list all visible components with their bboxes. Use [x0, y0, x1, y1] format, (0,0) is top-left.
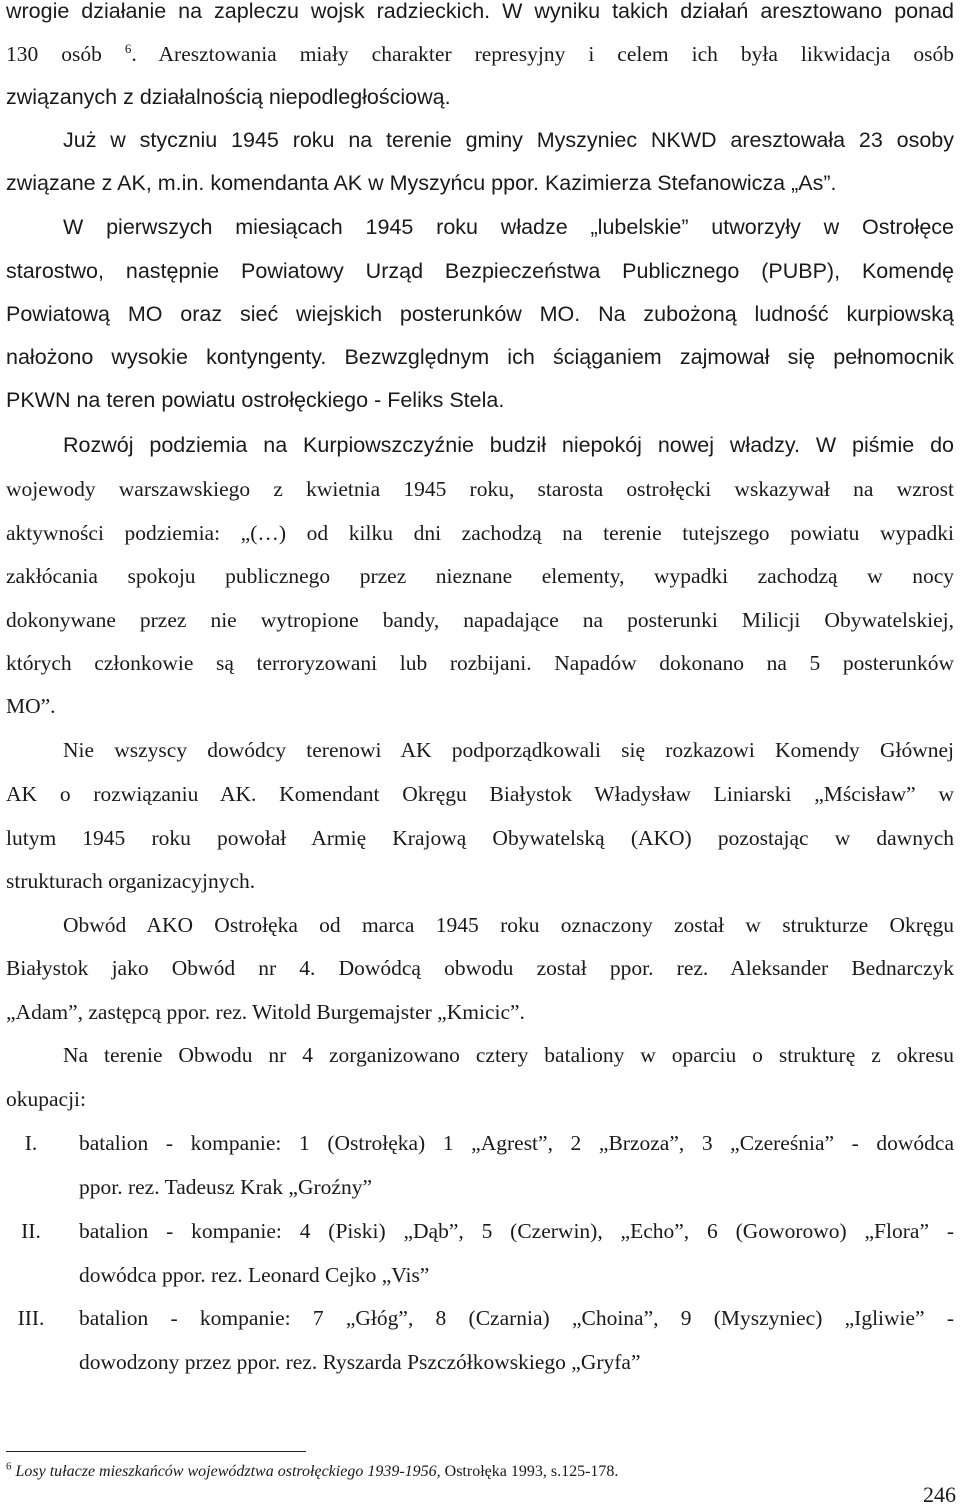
list-number: I.: [24, 1131, 38, 1155]
list-text-line: batalion - kompanie: 7 „Głóg”, 8 (Czarnia) „Choina”, 9 (Myszyniec) „Igliwie” -: [79, 1306, 954, 1330]
footnote-ref: 6: [124, 40, 132, 56]
page-number: 246: [923, 1482, 956, 1507]
text-line-2: [6, 39, 954, 69]
text-line-26: okupacji:: [6, 1087, 87, 1111]
list-text-line: dowodzony przez ppor. rez. Ryszarda Pszczółkowskiego „Gryfa”: [79, 1350, 641, 1374]
text-line-15: dokonywane przez nie wytropione bandy, napadające na posterunki Milicji Obywatelskiej,: [6, 608, 954, 632]
text-fragment: . Aresztowania miały charakter represyjny i celem ich była likwidacja osób: [131, 42, 954, 66]
footnote-title: Losy tułacze mieszkańców województwa ostrołęckiego 1939-1956: [15, 1463, 437, 1480]
footnote-mark: 6: [6, 1460, 12, 1473]
text-line-24: „Adam”, zastępcą ppor. rez. Witold Burgemajster „Kmicic”.: [6, 1000, 525, 1024]
text-line-13: aktywności podziemia: „(…) od kilku dni zachodzą na terenie tutejszego powiatu wypadki: [6, 521, 954, 545]
text-line-12: wojewody warszawskiego z kwietnia 1945 roku, starosta ostrołęcki wskazywał na wzrost: [6, 477, 954, 501]
text-line-1: wrogie działanie na zapleczu wojsk radzieckich. W wyniku takich działań aresztowano ponad: [6, 0, 954, 23]
text-line-16: których członkowie są terroryzowani lub rozbijani. Napadów dokonano na 5 posterunków: [6, 651, 954, 675]
text-line-7: starostwo, następnie Powiatowy Urząd Bezpieczeństwa Publicznego (PUBP), Komendę: [6, 259, 954, 283]
text-line-25: Na terenie Obwodu nr 4 zorganizowano cztery bataliony w oparciu o strukturę z okresu: [63, 1043, 954, 1067]
text-line-14: zakłócania spokoju publicznego przez nieznane elementy, wypadki zachodzą w nocy: [6, 564, 954, 588]
text-line-10: PKWN na teren powiatu ostrołęckiego - Feliks Stela.: [6, 388, 505, 412]
text-line-22: Obwód AKO Ostrołęka od marca 1945 roku oznaczony został w strukturze Okręgu: [63, 913, 954, 937]
text-line-4: Już w styczniu 1945 roku na terenie gminy Myszyniec NKWD aresztowała 23 osoby: [63, 128, 954, 152]
list-number: II.: [21, 1219, 41, 1243]
text-line-18: Nie wszyscy dowódcy terenowi AK podporządkowali się rozkazowi Komendy Głównej: [63, 738, 954, 762]
text-fragment: 130 osób: [6, 42, 125, 66]
list-text-line: dowódca ppor. rez. Leonard Cejko „Vis”: [79, 1263, 430, 1287]
text-line-6: W pierwszych miesiącach 1945 roku władze „lubelskie” utworzyły w Ostrołęce: [63, 215, 954, 239]
text-line-8: Powiatową MO oraz sieć wiejskich posterunków MO. Na zubożoną ludność kurpiowską: [6, 302, 954, 326]
text-line-17: MO”.: [6, 694, 56, 718]
list-number: III.: [17, 1306, 45, 1330]
list-text-line: ppor. rez. Tadeusz Krak „Groźny”: [79, 1175, 373, 1199]
text-line-20: lutym 1945 roku powołał Armię Krajową Obywatelską (AKO) pozostając w dawnych: [6, 826, 954, 850]
list-text-line: batalion - kompanie: 4 (Piski) „Dąb”, 5 (Czerwin), „Echo”, 6 (Goworowo) „Flora” -: [79, 1219, 954, 1243]
text-line-19: AK o rozwiązaniu AK. Komendant Okręgu Białystok Władysław Liniarski „Mścisław” w: [6, 782, 954, 806]
footnote-rest: , Ostrołęka 1993, s.125-178.: [436, 1463, 619, 1480]
text-line-21: strukturach organizacyjnych.: [6, 869, 256, 893]
text-line-3: związanych z działalnością niepodległościową.: [6, 85, 451, 109]
text-line-9: nałożono wysokie kontyngenty. Bezwzględnym ich ściąganiem zajmował się pełnomocnik: [6, 345, 954, 369]
text-line-11: Rozwój podziemia na Kurpiowszczyźnie budził niepokój nowej władzy. W piśmie do: [63, 433, 954, 457]
list-text-line: batalion - kompanie: 1 (Ostrołęka) 1 „Agrest”, 2 „Brzoza”, 3 „Czereśnia” - dowódca: [79, 1131, 954, 1155]
footnote-divider: [6, 1451, 306, 1452]
text-line-5: związane z AK, m.in. komendanta AK w Myszyńcu ppor. Kazimierza Stefanowicza „As”.: [6, 171, 837, 195]
text-line-23: Białystok jako Obwód nr 4. Dowódcą obwodu został ppor. rez. Aleksander Bednarczyk: [6, 956, 954, 980]
footnote: [6, 1462, 618, 1482]
